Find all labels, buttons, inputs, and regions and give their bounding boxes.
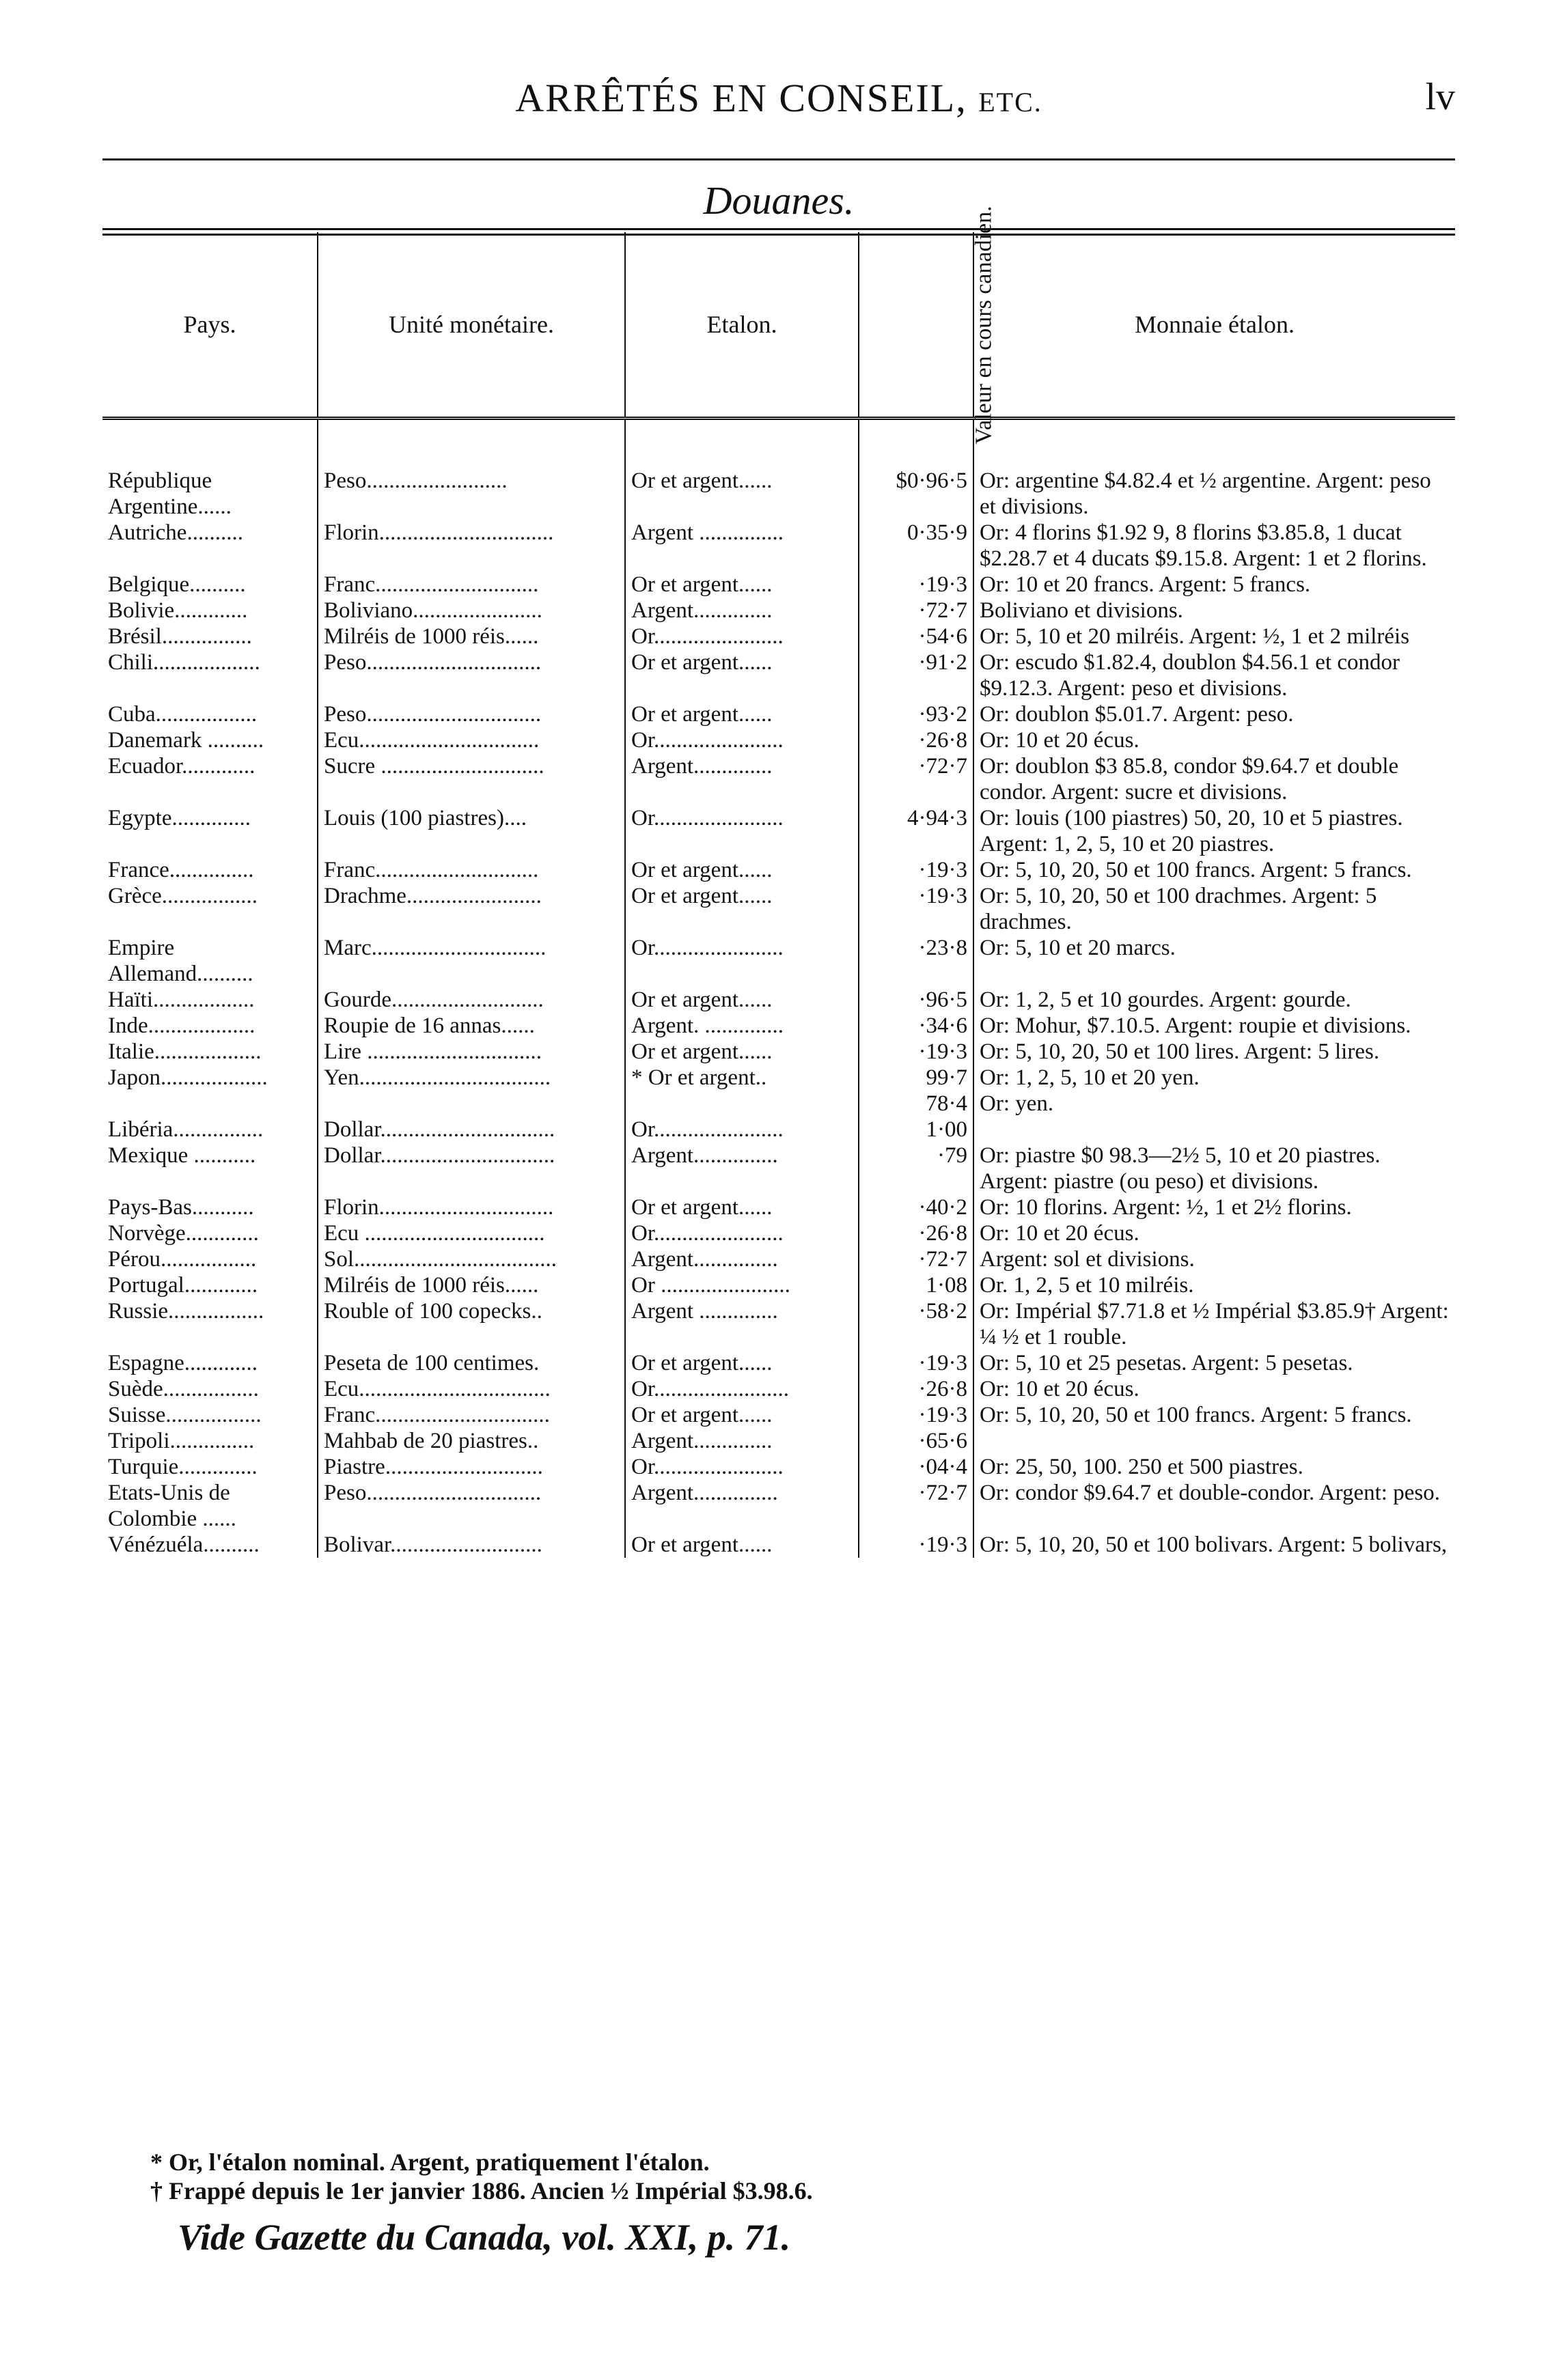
- cell-pays: Japon...................: [102, 1065, 318, 1091]
- cell-etalon: Argent..............: [625, 753, 859, 805]
- cell-valeur: ·72·7: [859, 753, 973, 805]
- cell-unite: Louis (100 piastres)....: [318, 805, 625, 857]
- cell-unite: Sol....................................: [318, 1246, 625, 1272]
- cell-monnaie: Or: piastre $0 98.3—2½ 5, 10 et 20 piastres. Argent: piastre (ou peso) et divisions.: [980, 1143, 1381, 1194]
- footnote-dagger: † Frappé depuis le 1er janvier 1886. Ancien ½ Impérial $3.98.6.: [150, 2177, 813, 2204]
- cell-unite: Peso...............................: [318, 701, 625, 727]
- cell-pays: Danemark ..........: [102, 727, 318, 753]
- cell-pays: Haïti..................: [102, 987, 318, 1013]
- cell-monnaie: Or: 5, 10, 20, 50 et 100 drachmes. Argent: 5 drachmes.: [980, 884, 1377, 934]
- cell-valeur: ·72·7: [859, 1480, 973, 1532]
- cell-valeur: 99·7: [859, 1065, 973, 1091]
- cell-pays: Inde...................: [102, 1013, 318, 1039]
- table-row: [102, 1350, 1455, 1376]
- cell-monnaie: Or: 1, 2, 5, 10 et 20 yen.: [980, 1065, 1200, 1090]
- cell-pays: Pérou.................: [102, 1246, 318, 1272]
- cell-unite: Florin...............................: [318, 1194, 625, 1220]
- cell-etalon: Or........................: [625, 1376, 859, 1402]
- cell-pays: Etats-Unis de Colombie ......: [102, 1480, 318, 1532]
- cell-monnaie: Or: escudo $1.82.4, doublon $4.56.1 et condor $9.12.3. Argent: peso et divisions.: [980, 650, 1400, 701]
- cell-valeur: 4·94·3: [859, 805, 973, 857]
- table-row: [102, 1246, 1455, 1272]
- cell-unite: Sucre .............................: [318, 753, 625, 805]
- cell-valeur: ·96·5: [859, 987, 973, 1013]
- cell-etalon: Or.......................: [625, 1220, 859, 1246]
- cell-valeur: 0·35·9: [859, 520, 973, 572]
- cell-valeur: $0·96·5: [859, 419, 973, 520]
- cell-unite: Marc...............................: [318, 935, 625, 987]
- cell-pays: Pays-Bas...........: [102, 1194, 318, 1220]
- cell-unite: Dollar...............................: [318, 1143, 625, 1194]
- cell-unite: Peso...............................: [318, 649, 625, 701]
- gazette-reference: Vide Gazette du Canada, vol. XXI, p. 71.: [178, 2217, 791, 2258]
- cell-pays: Espagne.............: [102, 1350, 318, 1376]
- cell-unite: Ecu ................................: [318, 1220, 625, 1246]
- cell-monnaie: Or: 10 et 20 écus.: [980, 1377, 1139, 1401]
- table-row: [102, 805, 1455, 857]
- cell-unite: Ecu................................: [318, 727, 625, 753]
- cell-valeur: ·26·8: [859, 1376, 973, 1402]
- cell-etalon: Or et argent......: [625, 572, 859, 598]
- table-row: [102, 419, 1455, 520]
- cell-monnaie: Or: 5, 10, 20, 50 et 100 francs. Argent: 5 francs.: [980, 858, 1412, 882]
- table-row: [102, 1480, 1455, 1532]
- cell-valeur: ·58·2: [859, 1298, 973, 1350]
- cell-etalon: Or.......................: [625, 1117, 859, 1143]
- cell-etalon: Or et argent......: [625, 701, 859, 727]
- cell-unite: Peseta de 100 centimes.: [318, 1350, 625, 1376]
- cell-pays: Chili...................: [102, 649, 318, 701]
- cell-etalon: Argent..............: [625, 1428, 859, 1454]
- cell-valeur: ·26·8: [859, 1220, 973, 1246]
- cell-unite: Dollar...............................: [318, 1117, 625, 1143]
- cell-pays: Bolivie.............: [102, 598, 318, 624]
- cell-unite: Franc.............................: [318, 572, 625, 598]
- cell-monnaie: Or: 10 et 20 écus.: [980, 728, 1139, 753]
- cell-valeur: ·54·6: [859, 624, 973, 649]
- cell-unite: Ecu..................................: [318, 1376, 625, 1402]
- cell-unite: [318, 1091, 625, 1117]
- cell-monnaie: Or. 1, 2, 5 et 10 milréis.: [980, 1273, 1194, 1298]
- cell-valeur: ·19·3: [859, 1402, 973, 1428]
- table-header-row: [102, 232, 1455, 419]
- cell-monnaie: Or: doublon $3 85.8, condor $9.64.7 et double condor. Argent: sucre et divisions.: [980, 754, 1399, 804]
- cell-etalon: Or.......................: [625, 1454, 859, 1480]
- cell-unite: Franc...............................: [318, 1402, 625, 1428]
- cell-pays: République Argentine......: [102, 419, 318, 520]
- cell-valeur: ·04·4: [859, 1454, 973, 1480]
- cell-pays: Vénézuéla..........: [102, 1532, 318, 1558]
- cell-etalon: Or.......................: [625, 727, 859, 753]
- cell-pays: [102, 1091, 318, 1117]
- cell-valeur: ·19·3: [859, 1532, 973, 1558]
- cell-pays: Autriche..........: [102, 520, 318, 572]
- cell-valeur: ·93·2: [859, 701, 973, 727]
- cell-pays: Libéria................: [102, 1117, 318, 1143]
- cell-valeur: ·19·3: [859, 857, 973, 883]
- cell-unite: Bolivar...........................: [318, 1532, 625, 1558]
- cell-etalon: Or et argent......: [625, 857, 859, 883]
- cell-valeur: ·91·2: [859, 649, 973, 701]
- cell-monnaie: Or: 4 florins $1.92 9, 8 florins $3.85.8, 1 ducat $2.28.7 et 4 ducats $9.15.8. Argent: 1 et 2 florins.: [980, 520, 1427, 571]
- cell-pays: Italie...................: [102, 1039, 318, 1065]
- cell-monnaie: Or: yen.: [980, 1091, 1054, 1116]
- table-row: [102, 701, 1455, 727]
- table-body: [102, 419, 1455, 1558]
- cell-monnaie: Or: doublon $5.01.7. Argent: peso.: [980, 702, 1294, 727]
- cell-valeur: 1·00: [859, 1117, 973, 1143]
- cell-pays: Mexique ...........: [102, 1143, 318, 1194]
- cell-etalon: Argent...............: [625, 1143, 859, 1194]
- cell-valeur: 78·4: [859, 1091, 973, 1117]
- cell-monnaie: Or: 25, 50, 100. 250 et 500 piastres.: [980, 1455, 1303, 1479]
- table-row: [102, 987, 1455, 1013]
- cell-etalon: Argent...............: [625, 1480, 859, 1532]
- table-row: [102, 1091, 1455, 1117]
- cell-etalon: Or et argent......: [625, 649, 859, 701]
- column-header-unite: Unité monétaire.: [318, 232, 625, 419]
- cell-etalon: Argent...............: [625, 1246, 859, 1272]
- cell-etalon: * Or et argent..: [625, 1065, 859, 1091]
- cell-unite: Piastre............................: [318, 1454, 625, 1480]
- cell-unite: Milréis de 1000 réis......: [318, 1272, 625, 1298]
- column-header-etalon: Etalon.: [625, 232, 859, 419]
- cell-etalon: Or.......................: [625, 805, 859, 857]
- cell-monnaie: Or: 1, 2, 5 et 10 gourdes. Argent: gourde.: [980, 988, 1351, 1012]
- running-title: [102, 75, 1455, 121]
- table-row: [102, 1143, 1455, 1194]
- cell-monnaie: Or: Mohur, $7.10.5. Argent: roupie et divisions.: [980, 1013, 1411, 1038]
- cell-etalon: Or et argent......: [625, 419, 859, 520]
- table-row: [102, 1376, 1455, 1402]
- table-row: [102, 1532, 1455, 1558]
- table-row: [102, 649, 1455, 701]
- cell-pays: Portugal.............: [102, 1272, 318, 1298]
- cell-monnaie: Or: 5, 10, 20, 50 et 100 bolivars. Argent: 5 bolivars,: [980, 1532, 1448, 1557]
- cell-unite: Yen..................................: [318, 1065, 625, 1091]
- column-header-monnaie: Monnaie étalon.: [973, 232, 1455, 419]
- cell-monnaie: Argent: sol et divisions.: [980, 1247, 1195, 1272]
- cell-pays: Tripoli...............: [102, 1428, 318, 1454]
- cell-valeur: ·65·6: [859, 1428, 973, 1454]
- cell-pays: Cuba..................: [102, 701, 318, 727]
- cell-valeur: ·40·2: [859, 1194, 973, 1220]
- cell-etalon: Or et argent......: [625, 883, 859, 935]
- cell-unite: Rouble of 100 copecks..: [318, 1298, 625, 1350]
- cell-monnaie: Or: louis (100 piastres) 50, 20, 10 et 5 piastres. Argent: 1, 2, 5, 10 et 20 piastres.: [980, 806, 1403, 856]
- cell-monnaie: [973, 1117, 1455, 1143]
- cell-valeur: ·26·8: [859, 727, 973, 753]
- cell-valeur: 1·08: [859, 1272, 973, 1298]
- table-row: [102, 883, 1455, 935]
- cell-unite: Boliviano.......................: [318, 598, 625, 624]
- cell-monnaie: Or: 10 florins. Argent: ½, 1 et 2½ florins.: [980, 1195, 1352, 1220]
- cell-pays: Suède.................: [102, 1376, 318, 1402]
- table-row: [102, 624, 1455, 649]
- cell-valeur: ·23·8: [859, 935, 973, 987]
- cell-monnaie: Or: 5, 10, 20, 50 et 100 francs. Argent: 5 francs.: [980, 1403, 1412, 1427]
- page-number: lv: [1425, 76, 1455, 118]
- cell-unite: Drachme........................: [318, 883, 625, 935]
- cell-monnaie: Or: condor $9.64.7 et double-condor. Argent: peso.: [980, 1481, 1440, 1505]
- cell-etalon: Argent..............: [625, 598, 859, 624]
- cell-etalon: Or.......................: [625, 624, 859, 649]
- cell-valeur: ·19·3: [859, 1039, 973, 1065]
- table-row: [102, 857, 1455, 883]
- cell-etalon: Or et argent......: [625, 987, 859, 1013]
- table-row: [102, 1428, 1455, 1454]
- cell-pays: Empire Allemand..........: [102, 935, 318, 987]
- cell-monnaie: [973, 1428, 1455, 1454]
- table-row: [102, 1117, 1455, 1143]
- cell-unite: Peso.........................: [318, 419, 625, 520]
- table-row: [102, 1039, 1455, 1065]
- cell-pays: Belgique..........: [102, 572, 318, 598]
- cell-etalon: [625, 1091, 859, 1117]
- header-rule: [102, 158, 1455, 160]
- cell-pays: Norvège.............: [102, 1220, 318, 1246]
- cell-pays: Russie.................: [102, 1298, 318, 1350]
- cell-unite: Mahbab de 20 piastres..: [318, 1428, 625, 1454]
- cell-unite: Roupie de 16 annas......: [318, 1013, 625, 1039]
- footnotes: [150, 2148, 1448, 2205]
- table-row: [102, 1220, 1455, 1246]
- cell-etalon: Or et argent......: [625, 1402, 859, 1428]
- cell-monnaie: Or: Impérial $7.71.8 et ½ Impérial $3.85.9† Argent: ¼ ½ et 1 rouble.: [980, 1299, 1449, 1349]
- cell-unite: Peso...............................: [318, 1480, 625, 1532]
- column-header-valeur-text: Valeur en cours canadien.: [971, 206, 997, 445]
- table-row: [102, 572, 1455, 598]
- cell-etalon: Or .......................: [625, 1272, 859, 1298]
- cell-etalon: Argent ...............: [625, 520, 859, 572]
- cell-valeur: ·72·7: [859, 598, 973, 624]
- cell-pays: Grèce.................: [102, 883, 318, 935]
- cell-unite: Milréis de 1000 réis......: [318, 624, 625, 649]
- cell-pays: Brésil................: [102, 624, 318, 649]
- cell-unite: Florin...............................: [318, 520, 625, 572]
- cell-unite: Franc.............................: [318, 857, 625, 883]
- cell-etalon: Or et argent......: [625, 1532, 859, 1558]
- table-row: [102, 1272, 1455, 1298]
- cell-unite: Gourde...........................: [318, 987, 625, 1013]
- table-row: [102, 1454, 1455, 1480]
- cell-monnaie: Or: 5, 10 et 25 pesetas. Argent: 5 pesetas.: [980, 1351, 1353, 1375]
- page-header: [102, 75, 1455, 137]
- table-row: [102, 1194, 1455, 1220]
- table-row: [102, 935, 1455, 987]
- cell-valeur: ·34·6: [859, 1013, 973, 1039]
- running-title-etc: ETC.: [978, 87, 1042, 117]
- cell-valeur: ·19·3: [859, 1350, 973, 1376]
- cell-etalon: Or et argent......: [625, 1039, 859, 1065]
- cell-etalon: Or.......................: [625, 935, 859, 987]
- cell-etalon: Or et argent......: [625, 1194, 859, 1220]
- customs-table: [102, 206, 1455, 1558]
- cell-monnaie: Or: 5, 10 et 20 marcs.: [980, 936, 1176, 960]
- cell-unite: Lire ...............................: [318, 1039, 625, 1065]
- table-row: [102, 727, 1455, 753]
- table-row: [102, 520, 1455, 572]
- cell-monnaie: Or: 5, 10, 20, 50 et 100 lires. Argent: 5 lires.: [980, 1039, 1380, 1064]
- cell-valeur: ·72·7: [859, 1246, 973, 1272]
- cell-pays: France...............: [102, 857, 318, 883]
- table-row: [102, 753, 1455, 805]
- table-row: [102, 1013, 1455, 1039]
- table-row: [102, 598, 1455, 624]
- column-header-pays: Pays.: [102, 232, 318, 419]
- footnote-asterisk: * Or, l'étalon nominal. Argent, pratiquement l'étalon.: [150, 2148, 710, 2176]
- cell-etalon: Argent. ..............: [625, 1013, 859, 1039]
- cell-pays: Suisse.................: [102, 1402, 318, 1428]
- table-row: [102, 1298, 1455, 1350]
- cell-monnaie: Or: 5, 10 et 20 milréis. Argent: ½, 1 et 2 milréis: [980, 624, 1410, 649]
- cell-pays: Egypte..............: [102, 805, 318, 857]
- running-title-text: ARRÊTÉS EN CONSEIL,: [515, 76, 967, 120]
- cell-etalon: Or et argent......: [625, 1350, 859, 1376]
- section-title: Douanes.: [703, 178, 855, 223]
- cell-monnaie: Or: argentine $4.82.4 et ½ argentine. Argent: peso et divisions.: [980, 468, 1431, 519]
- table-row: [102, 1065, 1455, 1091]
- column-header-valeur: [859, 206, 997, 445]
- cell-monnaie: Or: 10 et 20 écus.: [980, 1221, 1139, 1246]
- cell-valeur: ·79: [859, 1143, 973, 1194]
- cell-monnaie: Boliviano et divisions.: [980, 598, 1183, 623]
- cell-valeur: ·19·3: [859, 883, 973, 935]
- cell-monnaie: Or: 10 et 20 francs. Argent: 5 francs.: [980, 572, 1311, 597]
- top-rule-1: [102, 228, 1455, 230]
- cell-pays: Ecuador.............: [102, 753, 318, 805]
- cell-etalon: Argent ..............: [625, 1298, 859, 1350]
- table-row: [102, 1402, 1455, 1428]
- cell-pays: Turquie..............: [102, 1454, 318, 1480]
- cell-valeur: ·19·3: [859, 572, 973, 598]
